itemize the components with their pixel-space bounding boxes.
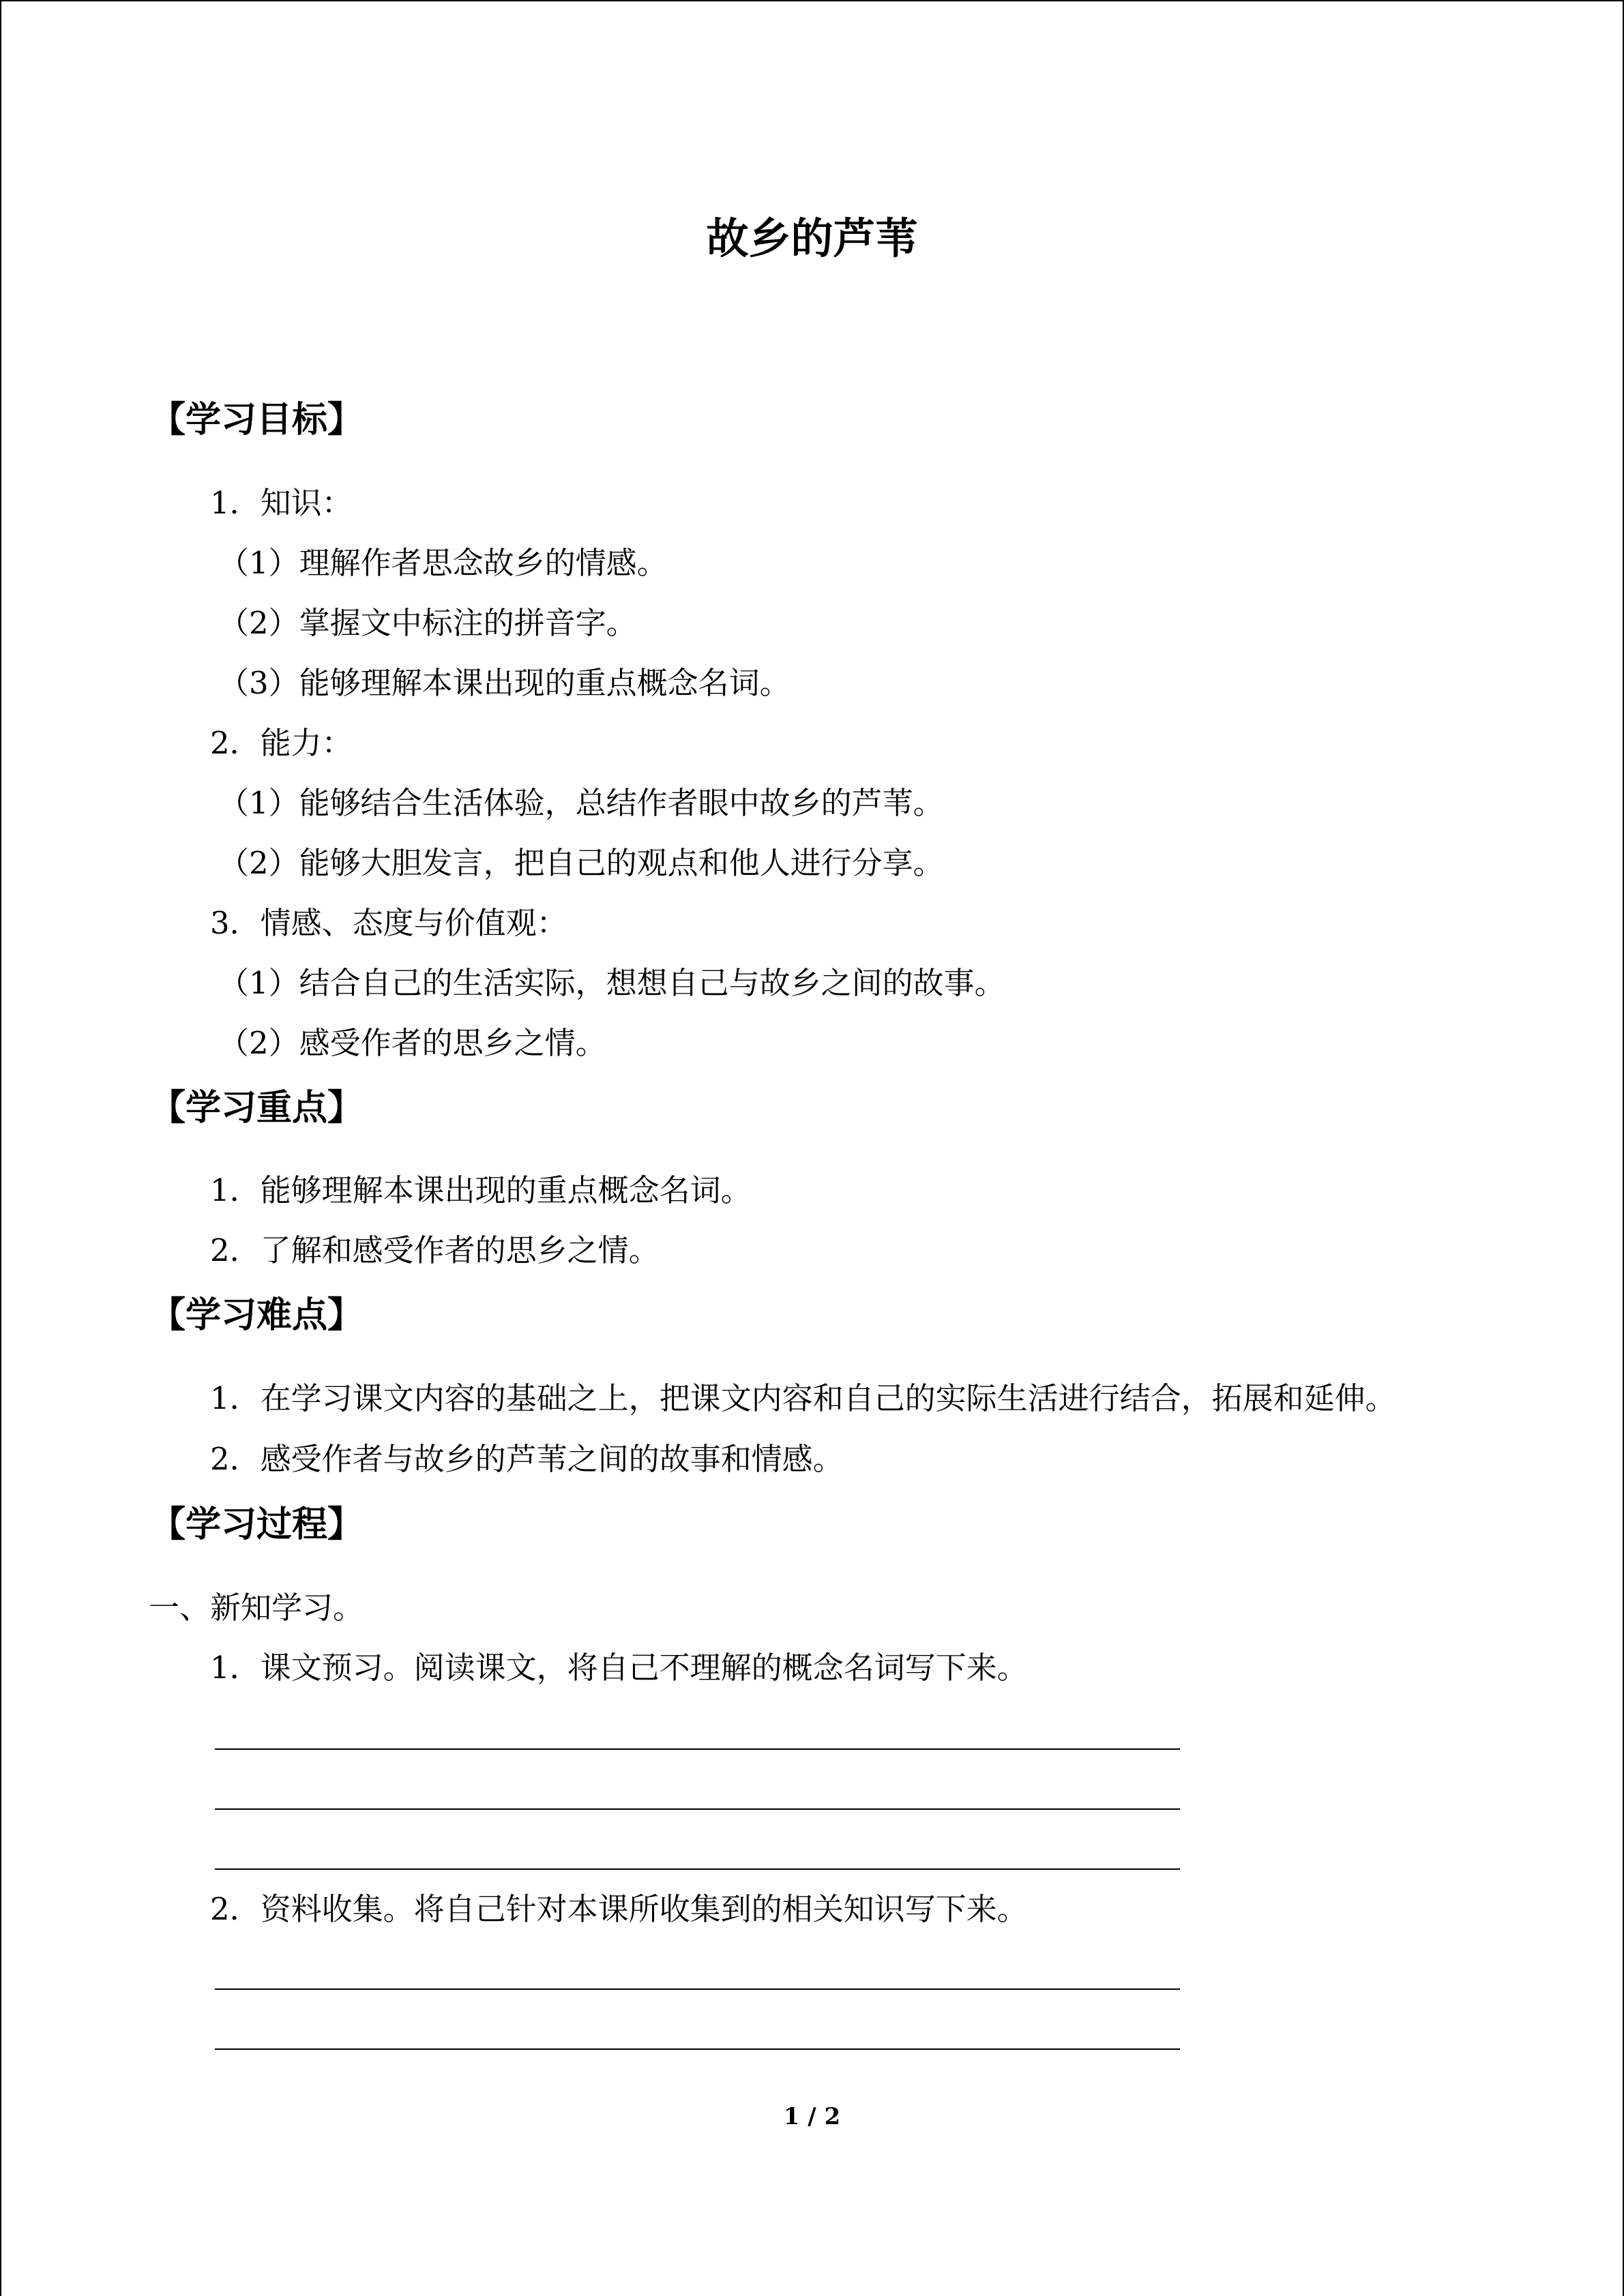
objective-line: （1）结合自己的生活实际，想想自己与故乡之间的故事。 bbox=[218, 965, 1005, 1001]
objective-line: 3．情感、态度与价值观： bbox=[210, 905, 567, 941]
objective-line: 2．能力： bbox=[210, 725, 353, 761]
objective-line: （3）能够理解本课出现的重点概念名词。 bbox=[218, 665, 791, 701]
answer-blank-line[interactable] bbox=[215, 1748, 1180, 1750]
heading-process: 【学习过程】 bbox=[150, 1504, 364, 1545]
process-task-two: 2．资料收集。将自己针对本课所收集到的相关知识写下来。 bbox=[210, 1891, 1028, 1927]
page-left-border bbox=[0, 0, 1, 2296]
document-title: 故乡的芦苇 bbox=[706, 213, 918, 263]
heading-objectives: 【学习目标】 bbox=[150, 400, 364, 441]
page-top-border bbox=[0, 0, 1623, 1]
answer-blank-line[interactable] bbox=[215, 1808, 1180, 1810]
objective-line: 1．知识： bbox=[210, 485, 353, 521]
process-part-one: 一、新知学习。 bbox=[149, 1590, 364, 1626]
key-point-line: 1．能够理解本课出现的重点概念名词。 bbox=[210, 1172, 752, 1208]
key-point-line: 2．了解和感受作者的思乡之情。 bbox=[210, 1232, 660, 1268]
difficulty-line: 2．感受作者与故乡的芦苇之间的故事和情感。 bbox=[210, 1441, 844, 1477]
objective-line: （1）理解作者思念故乡的情感。 bbox=[218, 545, 668, 581]
objective-line: （2）感受作者的思乡之情。 bbox=[218, 1025, 606, 1061]
objective-line: （1）能够结合生活体验，总结作者眼中故乡的芦苇。 bbox=[218, 785, 944, 821]
difficulty-line: 1．在学习课文内容的基础之上，把课文内容和自己的实际生活进行结合，拓展和延伸。 bbox=[210, 1380, 1396, 1416]
answer-blank-line[interactable] bbox=[215, 1988, 1180, 1990]
page-number: 1 / 2 bbox=[783, 2103, 841, 2130]
answer-blank-line[interactable] bbox=[215, 1868, 1180, 1870]
objective-line: （2）能够大胆发言，把自己的观点和他人进行分享。 bbox=[218, 845, 944, 881]
process-task-one: 1．课文预习。阅读课文，将自己不理解的概念名词写下来。 bbox=[210, 1650, 1028, 1686]
answer-blank-line[interactable] bbox=[215, 2048, 1180, 2050]
objective-line: （2）掌握文中标注的拼音字。 bbox=[218, 605, 637, 641]
heading-key-points: 【学习重点】 bbox=[150, 1088, 364, 1129]
heading-difficulties: 【学习难点】 bbox=[150, 1295, 364, 1336]
